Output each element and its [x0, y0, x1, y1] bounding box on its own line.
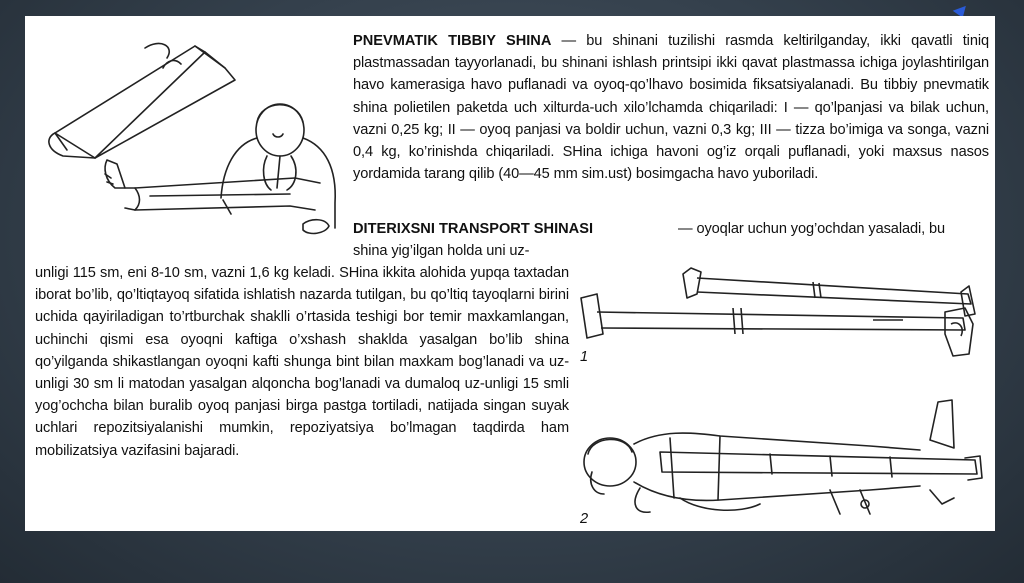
pneumatic-splint-paragraph [353, 30, 989, 185]
figure-2-label: 2 [580, 511, 589, 527]
pneumatic-splint-heading: PNEVMATIK TIBBIY SHINA [353, 33, 552, 49]
diterichs-splint-figure-2 [570, 394, 990, 524]
diterichs-heading-line [353, 218, 989, 240]
diterichs-intro: — oyoqlar uchun yog’ochdan yasaladi, bu [678, 221, 946, 237]
diterichs-splint-figure-1 [573, 264, 983, 384]
diterichs-line2: shina yig’ilgan holda uni uz- [353, 243, 530, 259]
figure-1-label: 1 [580, 349, 589, 365]
pneumatic-splint-illustration [35, 38, 340, 238]
diterichs-splint-body: unligi 115 sm, eni 8-10 sm, vazni 1,6 kg keladi. SHina ikkita alohida yupqa taxtadan iborat bo’lib, qo’ltiqtayoq sifatida ishlatish nazarda tutilgan, bu qo’ltiq tayoqlarni birini uchida qayiriladigan to’rtburchak shaklli o’rtasida teshigi bor temir maxkamlangan, uchinchi qismi esa oyoqni kaftiga o’xshash shaklda yasalgan bo’lib shina qo’yilganda shikastlangan oyoqni kafti shunga bint bilan maxkam bog’lanadi va uz-unligi 30 sm li matodan yasalgan alqoncha bog’lanadi va dumaloq uz-unligi 15 smli yog’ochcha bilan buralib oyoq panjasi birga pastga tortiladi, natijada singan suyak uchlari repozitsiyalanishi mumkin, repoziyatsiya bo’lmagan taqdirda ham mobilizatsiya vazifasini bajaradi. [35, 265, 569, 459]
pneumatic-splint-body: — bu shinani tuzilishi rasmda keltirilganday, ikki qavatli tiniq plastmassadan tayyorlanadi, bu shinani ishlash printsipi ikki qavat plastmassa ichiga joylashtirilgan havo kamerasiga havo puflanadi va oyoq-qo’lhavo bosimida fiksatsiyalanadi. Bu tibbiy pnevmatik shina polietilen paketda uch xilturda-uch xilo’lchamda chiqariladi: I — qo’lpanjasi va bilak uchun, vazni 0,25 kg; II — oyoq panjasi va boldir uchun, vazni 0,3 kg; III — tizza bo’imiga va songa, vazni 0,4 kg, ko’rinishda chiqariladi. SHina ichiga havoni og’iz orqali puflanadi, yoki maxsus nasos yordamida tarang qilib (40—45 mm sim.ust) bosimgacha havo yuboriladi. [353, 33, 989, 183]
document-page [25, 16, 995, 531]
diterichs-heading: DITERIXSNI TRANSPORT SHINASI [353, 221, 594, 237]
